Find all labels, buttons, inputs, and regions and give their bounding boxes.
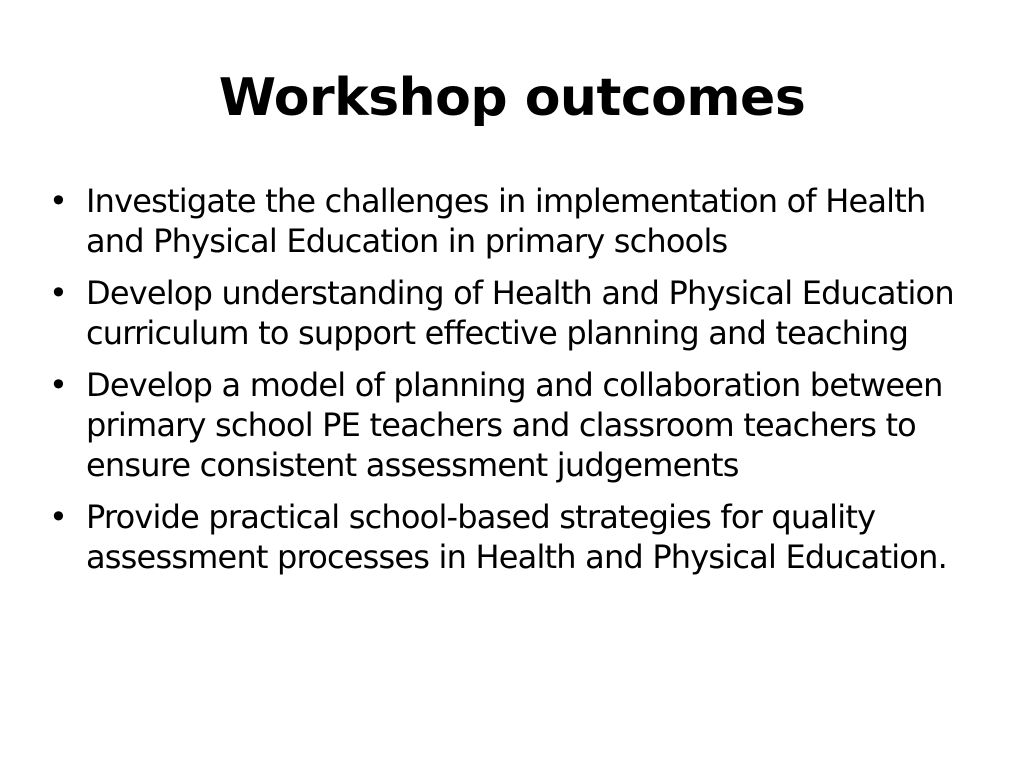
bullet-icon: • [48,366,68,404]
bullet-text: Develop a model of planning and collaboration between primary school PE teachers and classroom teachers to ensure consistent assessment judgements [86,366,943,484]
slide-title: Workshop outcomes [218,68,806,128]
bullet-icon: • [48,274,68,312]
bullet-list [46,181,986,589]
bullet-icon: • [48,498,68,536]
list-item [46,365,986,485]
bullet-icon: • [48,182,68,220]
bullet-text: Provide practical school-based strategies for quality assessment processes in Health and Physical Education. [86,498,947,576]
list-item [46,497,986,577]
list-item [46,273,986,353]
list-item [46,181,986,261]
bullet-text: Investigate the challenges in implementation of Health and Physical Education in primary schools [86,182,926,260]
bullet-text: Develop understanding of Health and Physical Education curriculum to support effective planning and teaching [86,274,954,352]
